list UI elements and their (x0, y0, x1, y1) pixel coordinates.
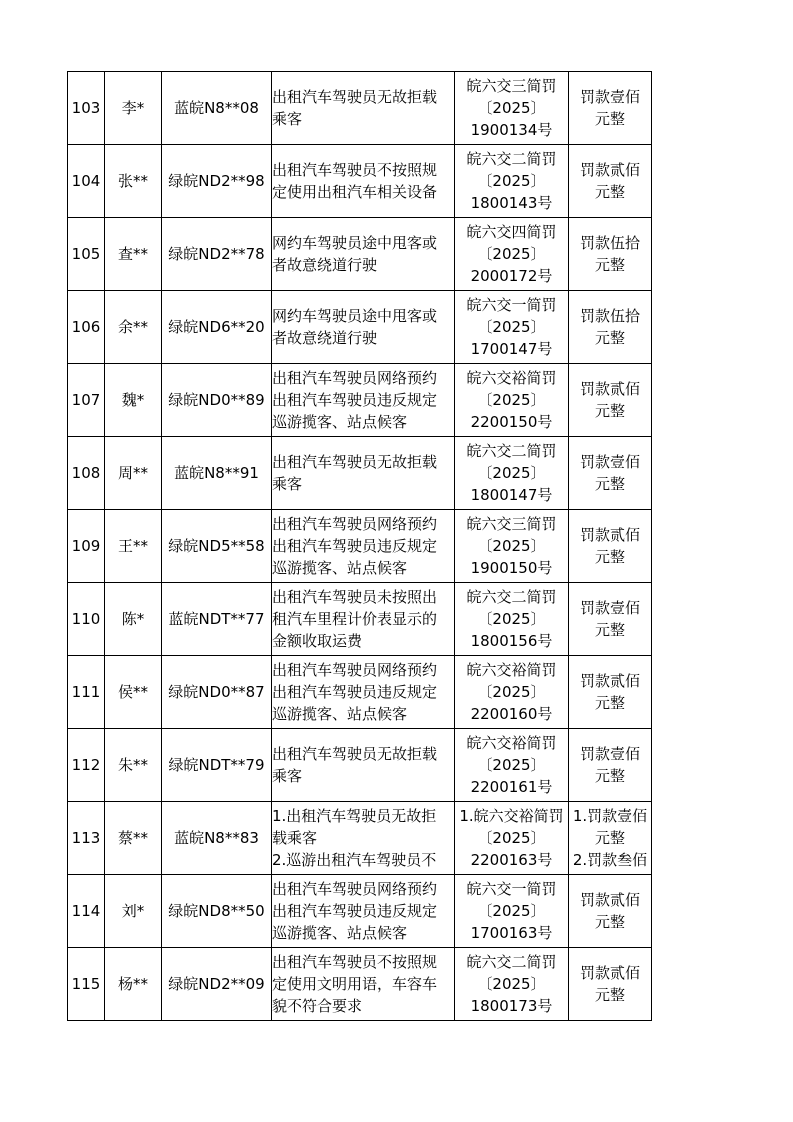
document-line: 2000172号 (470, 267, 553, 285)
record-number: 104 (68, 145, 105, 218)
fine-amount (569, 802, 652, 875)
penalty-document-number (455, 875, 569, 948)
fine-amount (569, 291, 652, 364)
penalty-document-number (455, 72, 569, 145)
penalty-document-number (455, 291, 569, 364)
document-line: 1700147号 (470, 340, 553, 358)
document-line: 1900134号 (470, 121, 553, 139)
fine-line: 元整 (594, 829, 625, 847)
fine-amount (569, 364, 652, 437)
violation-line: 定使用文明用语，车容车 (272, 975, 438, 993)
fine-line: 2.罚款叁佰 (572, 851, 648, 869)
fine-line: 元整 (594, 475, 625, 493)
document-line: 皖六交四简罚 (466, 223, 557, 241)
fine-line: 元整 (594, 329, 625, 347)
document-line: 皖六交二简罚 (466, 588, 557, 606)
document-line: 皖六交裕简罚 (466, 734, 557, 752)
record-number: 106 (68, 291, 105, 364)
violation-line: 出租汽车驾驶员违反规定 (272, 391, 438, 409)
violation-description (272, 291, 455, 364)
fine-line: 元整 (594, 110, 625, 128)
violator-name: 侯** (105, 656, 162, 729)
table-row (68, 291, 652, 364)
license-plate: 绿皖ND0**87 (162, 656, 272, 729)
violation-line: 巡游揽客、站点候客 (272, 413, 408, 431)
violation-line: 出租汽车驾驶员无故拒载 (272, 88, 438, 106)
violation-description (272, 802, 455, 875)
violation-line: 网约车驾驶员途中甩客或 (272, 307, 438, 325)
violation-line: 2.巡游出租汽车驾驶员不 (272, 851, 437, 869)
fine-line: 罚款贰佰 (579, 526, 640, 544)
violation-line: 金额收取运费 (272, 632, 363, 650)
violator-name: 魏* (105, 364, 162, 437)
license-plate: 绿皖NDT**79 (162, 729, 272, 802)
violator-name: 杨** (105, 948, 162, 1021)
document-line: 〔2025〕 (477, 756, 546, 774)
document-line: 1800147号 (470, 486, 553, 504)
document-line: 2200161号 (470, 778, 553, 796)
violation-line: 租汽车里程计价表显示的 (272, 610, 438, 628)
fine-line: 罚款贰佰 (579, 964, 640, 982)
violator-name: 陈* (105, 583, 162, 656)
record-number: 110 (68, 583, 105, 656)
violation-line: 乘客 (272, 767, 303, 785)
table-row (68, 802, 652, 875)
document-line: 〔2025〕 (477, 902, 546, 920)
violation-line: 貌不符合要求 (272, 997, 363, 1015)
fine-amount (569, 145, 652, 218)
violation-line: 者故意绕道行驶 (272, 256, 378, 274)
document-line: 〔2025〕 (477, 172, 546, 190)
document-line: 皖六交一简罚 (466, 296, 557, 314)
violation-description (272, 72, 455, 145)
violation-line: 出租汽车驾驶员不按照规 (272, 161, 438, 179)
violation-line: 出租汽车驾驶员不按照规 (272, 953, 438, 971)
table-row (68, 875, 652, 948)
license-plate: 绿皖ND2**78 (162, 218, 272, 291)
document-line: 〔2025〕 (477, 391, 546, 409)
violation-line: 乘客 (272, 475, 303, 493)
violation-line: 者故意绕道行驶 (272, 329, 378, 347)
license-plate: 绿皖ND0**89 (162, 364, 272, 437)
license-plate: 蓝皖N8**83 (162, 802, 272, 875)
record-number: 103 (68, 72, 105, 145)
table-row (68, 72, 652, 145)
table-row (68, 364, 652, 437)
violation-line: 定使用出租汽车相关设备 (272, 183, 438, 201)
license-plate: 蓝皖N8**91 (162, 437, 272, 510)
document-line: 〔2025〕 (477, 464, 546, 482)
penalty-document-number (455, 218, 569, 291)
penalty-document-number (455, 583, 569, 656)
fine-line: 罚款贰佰 (579, 891, 640, 909)
record-number: 109 (68, 510, 105, 583)
document-line: 皖六交裕简罚 (466, 661, 557, 679)
violation-description (272, 875, 455, 948)
fine-amount (569, 72, 652, 145)
document-line: 2200160号 (470, 705, 553, 723)
document-line: 〔2025〕 (477, 537, 546, 555)
violation-line: 出租汽车驾驶员网络预约 (272, 880, 438, 898)
violation-line: 乘客 (272, 110, 303, 128)
violator-name: 周** (105, 437, 162, 510)
fine-line: 元整 (594, 256, 625, 274)
violation-line: 巡游揽客、站点候客 (272, 705, 408, 723)
document-line: 1700163号 (470, 924, 553, 942)
penalty-document-number (455, 437, 569, 510)
fine-line: 罚款贰佰 (579, 161, 640, 179)
violation-line: 出租汽车驾驶员违反规定 (272, 902, 438, 920)
fine-amount (569, 583, 652, 656)
violation-line: 出租汽车驾驶员未按照出 (272, 588, 438, 606)
violation-description (272, 729, 455, 802)
fine-line: 元整 (594, 621, 625, 639)
document-line: 〔2025〕 (477, 683, 546, 701)
fine-amount (569, 729, 652, 802)
document-line: 1800143号 (470, 194, 553, 212)
violation-description (272, 364, 455, 437)
document-line: 〔2025〕 (477, 975, 546, 993)
violation-description (272, 510, 455, 583)
document-line: 1800173号 (470, 997, 553, 1015)
fine-line: 元整 (594, 913, 625, 931)
license-plate: 蓝皖NDT**77 (162, 583, 272, 656)
fine-line: 元整 (594, 767, 625, 785)
fine-line: 元整 (594, 694, 625, 712)
violator-name: 刘* (105, 875, 162, 948)
fine-amount (569, 875, 652, 948)
document-line: 1900150号 (470, 559, 553, 577)
fine-line: 罚款壹佰 (579, 745, 640, 763)
penalty-document-number (455, 364, 569, 437)
violation-description (272, 583, 455, 656)
fine-line: 罚款壹佰 (579, 453, 640, 471)
table-row (68, 145, 652, 218)
document-line: 2200163号 (470, 851, 553, 869)
violation-line: 巡游揽客、站点候客 (272, 924, 408, 942)
violation-line: 出租汽车驾驶员无故拒载 (272, 453, 438, 471)
document-line: 〔2025〕 (477, 829, 546, 847)
violation-line: 出租汽车驾驶员网络预约 (272, 369, 438, 387)
violation-line: 出租汽车驾驶员违反规定 (272, 683, 438, 701)
license-plate: 绿皖ND6**20 (162, 291, 272, 364)
record-number: 111 (68, 656, 105, 729)
table-row (68, 510, 652, 583)
table-row (68, 437, 652, 510)
record-number: 107 (68, 364, 105, 437)
fine-line: 罚款伍拾 (579, 307, 640, 325)
document-line: 皖六交三简罚 (466, 515, 557, 533)
penalty-document-number (455, 510, 569, 583)
fine-line: 元整 (594, 183, 625, 201)
violation-line: 载乘客 (272, 829, 318, 847)
penalty-table-body (68, 72, 652, 1021)
record-number: 112 (68, 729, 105, 802)
fine-line: 罚款贰佰 (579, 380, 640, 398)
violation-description (272, 948, 455, 1021)
violator-name: 王** (105, 510, 162, 583)
record-number: 115 (68, 948, 105, 1021)
penalty-document-number (455, 948, 569, 1021)
violator-name: 查** (105, 218, 162, 291)
table-row (68, 656, 652, 729)
fine-amount (569, 510, 652, 583)
document-line: 皖六交二简罚 (466, 442, 557, 460)
fine-amount (569, 218, 652, 291)
license-plate: 绿皖ND5**58 (162, 510, 272, 583)
penalty-document-number (455, 145, 569, 218)
fine-amount (569, 656, 652, 729)
fine-amount (569, 437, 652, 510)
fine-line: 罚款贰佰 (579, 672, 640, 690)
document-line: 〔2025〕 (477, 245, 546, 263)
violation-line: 网约车驾驶员途中甩客或 (272, 234, 438, 252)
violator-name: 朱** (105, 729, 162, 802)
violation-description (272, 218, 455, 291)
fine-line: 元整 (594, 986, 625, 1004)
violation-description (272, 145, 455, 218)
document-line: 1.皖六交裕简罚 (459, 807, 564, 825)
document-line: 〔2025〕 (477, 99, 546, 117)
license-plate: 绿皖ND8**50 (162, 875, 272, 948)
fine-line: 元整 (594, 548, 625, 566)
penalty-table (67, 71, 652, 1021)
violation-line: 巡游揽客、站点候客 (272, 559, 408, 577)
document-line: 2200150号 (470, 413, 553, 431)
violator-name: 李* (105, 72, 162, 145)
table-row (68, 729, 652, 802)
record-number: 105 (68, 218, 105, 291)
penalty-document-number (455, 802, 569, 875)
document-line: 〔2025〕 (477, 610, 546, 628)
violator-name: 蔡** (105, 802, 162, 875)
violation-line: 出租汽车驾驶员网络预约 (272, 515, 438, 533)
violation-description (272, 656, 455, 729)
fine-line: 罚款壹佰 (579, 599, 640, 617)
record-number: 108 (68, 437, 105, 510)
license-plate: 蓝皖N8**08 (162, 72, 272, 145)
violation-line: 出租汽车驾驶员无故拒载 (272, 745, 438, 763)
violator-name: 张** (105, 145, 162, 218)
document-line: 皖六交一简罚 (466, 880, 557, 898)
violator-name: 余** (105, 291, 162, 364)
document-line: 皖六交裕简罚 (466, 369, 557, 387)
fine-amount (569, 948, 652, 1021)
document-line: 皖六交三简罚 (466, 77, 557, 95)
fine-line: 元整 (594, 402, 625, 420)
license-plate: 绿皖ND2**98 (162, 145, 272, 218)
fine-line: 罚款伍拾 (579, 234, 640, 252)
table-row (68, 948, 652, 1021)
record-number: 113 (68, 802, 105, 875)
table-row (68, 218, 652, 291)
license-plate: 绿皖ND2**09 (162, 948, 272, 1021)
violation-line: 出租汽车驾驶员网络预约 (272, 661, 438, 679)
violation-description (272, 437, 455, 510)
fine-line: 罚款壹佰 (579, 88, 640, 106)
document-line: 皖六交二简罚 (466, 953, 557, 971)
document-line: 〔2025〕 (477, 318, 546, 336)
document-line: 1800156号 (470, 632, 553, 650)
document-line: 皖六交二简罚 (466, 150, 557, 168)
violation-line: 1.出租汽车驾驶员无故拒 (272, 807, 437, 825)
penalty-document-number (455, 729, 569, 802)
fine-line: 1.罚款壹佰 (572, 807, 648, 825)
record-number: 114 (68, 875, 105, 948)
table-row (68, 583, 652, 656)
penalty-document-number (455, 656, 569, 729)
violation-line: 出租汽车驾驶员违反规定 (272, 537, 438, 555)
